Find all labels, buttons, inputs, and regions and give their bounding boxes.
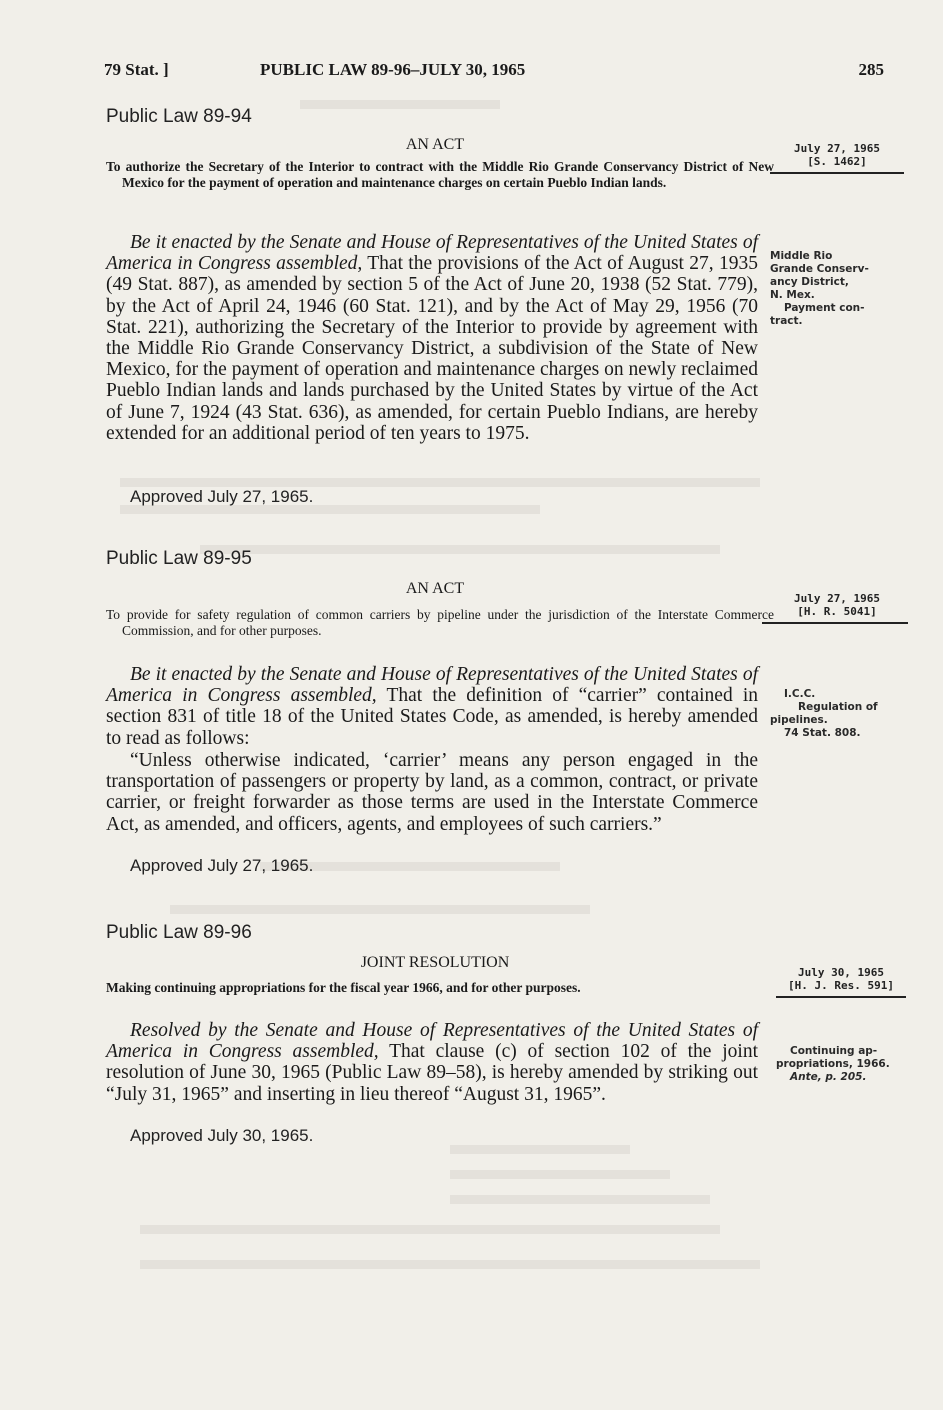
law-label: Public Law 89-95: [106, 548, 252, 569]
enacting-clause: Be it enacted by the Senate and House of Representatives of the United States of America in Congress assembled,: [106, 664, 758, 707]
act-purpose: Making continuing appropriations for the fiscal year 1966, and for other purposes.: [106, 980, 581, 995]
bill-number: [H. J. Res. 591]: [788, 979, 894, 992]
bill-number: [H. R. 5041]: [797, 605, 877, 618]
margin-line: tract.: [770, 315, 803, 327]
enacting-clause: Be it enacted by the Senate and House of Representatives of the United States of America in Congress assembled,: [106, 232, 758, 275]
margin-line: I.C.C.: [784, 688, 816, 700]
act-heading: JOINT RESOLUTION: [360, 954, 510, 971]
margin-line: Ante, p. 205.: [790, 1071, 867, 1083]
stat-volume: 79 Stat. ]: [104, 60, 169, 79]
bleed-through-mark: [120, 478, 760, 487]
enacting-clause: Resolved by the Senate and House of Representatives of the United States of America in Congress assembled,: [106, 1020, 758, 1063]
header-title: PUBLIC LAW 89-96–JULY 30, 1965: [260, 60, 526, 79]
bleed-through-mark: [200, 545, 720, 554]
margin-note: [770, 688, 924, 740]
bleed-through-mark: [450, 1170, 670, 1179]
bleed-through-mark: [140, 1225, 720, 1234]
body-text: That clause (c) of section 102 of the joint resolution of June 30, 1965 (Public Law 89–58), is hereby amended by striking out “July 31, 1965” and inserting in lieu thereof “August 31, 1965”.: [106, 1041, 758, 1105]
margin-note: [776, 1045, 916, 1084]
page-number: 285: [858, 60, 884, 79]
margin-line: ancy District,: [770, 276, 849, 288]
body-text: That the provisions of the Act of August 27, 1935 (49 Stat. 887), as amended by section 5 of the Act of June 20, 1938 (52 Stat. 779), by the Act of April 24, 1946 (60 Stat. 121), and by the Act of May 29, 1956 (70 Stat. 221), authorizing the Secretary of the Interior to provide by agreement with the Middle Rio Grande Conservancy District, a subdivision of the State of New Mexico, for the payment of operation and maintenance charges on newly reclaimed Pueblo Indian lands and lands purchased by the United States by virtue of the Act of June 7, 1924 (43 Stat. 636), as amended, for certain Pueblo Indians, are hereby extended for an additional period of ten years to 1975.: [106, 253, 758, 444]
approval-date: Approved July 30, 1965.: [130, 1126, 314, 1145]
act-purpose: To provide for safety regulation of common carriers by pipeline under the jurisdiction of the Interstate Commerce Commission, and for other purposes.: [106, 607, 774, 638]
approval-date: Approved July 27, 1965.: [130, 487, 314, 506]
bleed-through-mark: [170, 905, 590, 914]
margin-line: N. Mex.: [770, 289, 815, 301]
margin-line: Payment con-: [784, 302, 865, 314]
law-label: Public Law 89-94: [106, 106, 252, 127]
enactment-date: [776, 966, 906, 992]
margin-note: [770, 250, 910, 328]
margin-line: 74 Stat. 808.: [784, 727, 861, 739]
bleed-through-mark: [140, 1260, 760, 1269]
date-text: July 27, 1965: [793, 592, 881, 605]
date-text: July 30, 1965: [797, 966, 885, 979]
margin-line: Regulation of: [798, 701, 878, 713]
bleed-through-mark: [450, 1195, 710, 1204]
margin-rule: [770, 172, 904, 174]
quoted-definition: “Unless otherwise indicated, ‘carrier’ means any person engaged in the transportation of passengers or property by land, as a common, contract, or private carrier, or freight forwarder as those terms are used in the Interstate Commerce Act, as amended, and officers, agents, and employees of such carriers.”: [106, 750, 758, 835]
act-heading: AN ACT: [405, 580, 465, 597]
margin-line: propriations, 1966.: [776, 1058, 890, 1070]
approval-date: Approved July 27, 1965.: [130, 856, 314, 875]
law-label: Public Law 89-96: [106, 922, 252, 943]
margin-line: Middle Rio: [770, 250, 833, 262]
act-body: [106, 1020, 758, 1105]
body-text: That the definition of “carrier” contained in section 831 of title 18 of the United States Code, as amended, is hereby amended to read as follows:: [106, 685, 758, 749]
date-text: July 27, 1965: [793, 142, 881, 155]
act-body: [106, 664, 758, 749]
margin-rule: [762, 622, 908, 624]
bleed-through-mark: [450, 1145, 630, 1154]
margin-line: Grande Conserv-: [770, 263, 869, 275]
enactment-date: [772, 592, 902, 618]
act-heading: AN ACT: [405, 136, 465, 153]
bill-number: [S. 1462]: [807, 155, 867, 168]
act-purpose: To authorize the Secretary of the Interior to contract with the Middle Rio Grande Conservancy District of New Mexico for the payment of operation and maintenance charges on certain Pueblo Indian lands.: [106, 159, 774, 190]
bleed-through-mark: [300, 100, 500, 109]
margin-line: pipelines.: [770, 714, 828, 726]
margin-line: Continuing ap-: [790, 1045, 878, 1057]
act-body: [106, 232, 758, 444]
enactment-date: [772, 142, 902, 168]
margin-rule: [776, 996, 906, 998]
